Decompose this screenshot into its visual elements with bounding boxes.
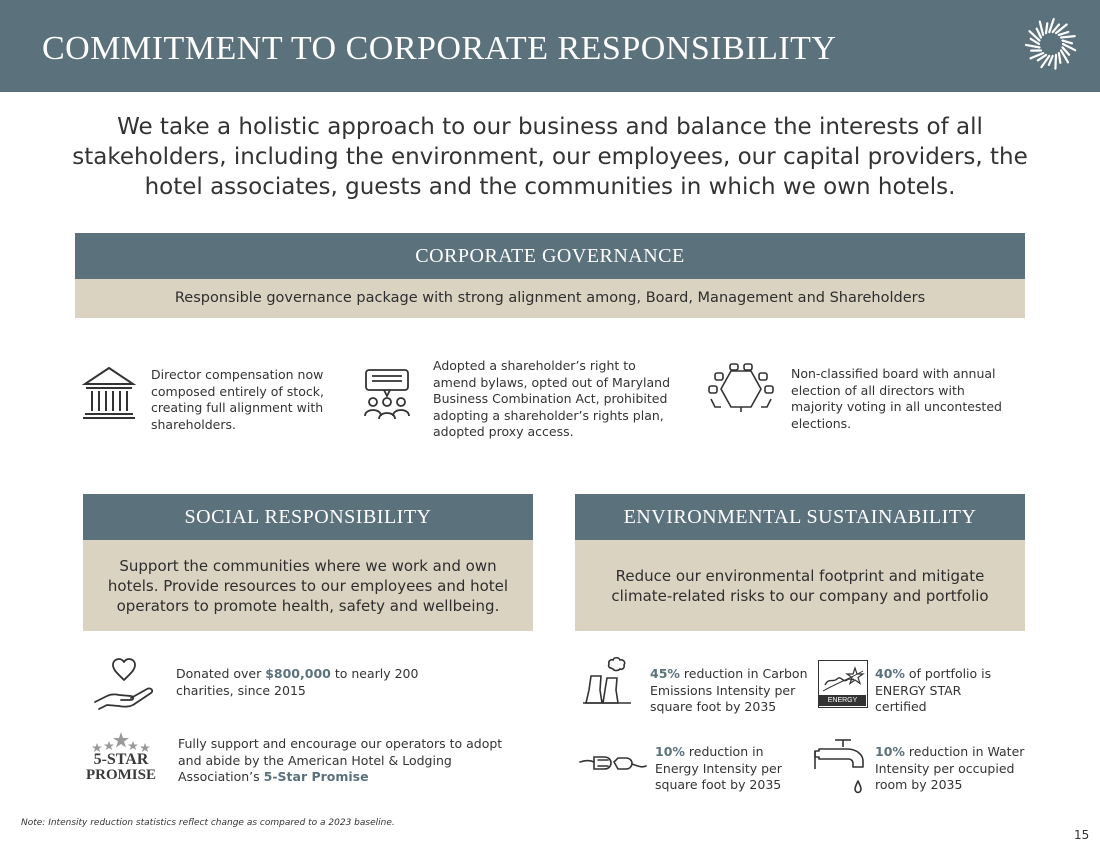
logo-ray (1046, 23, 1047, 33)
stars-icon (91, 730, 151, 752)
five-star-promise-logo (82, 730, 160, 786)
donation-text-pre: Donated over (176, 666, 266, 681)
power-plug-icon (578, 750, 648, 776)
env-stat-water-value: 10% (875, 744, 905, 759)
environment-subtitle (575, 540, 1025, 631)
energy-star-label: ENERGY STAR (819, 695, 866, 706)
logo-ray (1026, 45, 1040, 48)
footnote: Note: Intensity reduction statistics reflect change as compared to a 2023 baseline. (21, 818, 395, 828)
promise-text-pre: Fully support and encourage our operators to adopt and abide by the American Hotel & Lodging Association’s (178, 736, 503, 784)
env-stat-energy-star-value: 40% (875, 666, 905, 681)
social-heading: SOCIAL RESPONSIBILITY (83, 494, 533, 540)
social-subtitle-text: Support the communities where we work and own hotels. Provide resources to our employees and hotel operators to promote health, safety and wellbeing. (107, 556, 509, 615)
env-stat-energy-text: reduction in Energy Intensity per square foot by 2035 (655, 744, 782, 792)
intro-statement: We take a holistic approach to our business and balance the interests of all stakeholders, including the environment, our employees, our capital providers, the hotel associates, guests and the communities in which we own hotels. (72, 114, 1028, 200)
env-stat-energy-star-text: of portfolio is ENERGY STAR certified (875, 666, 992, 714)
page-title: COMMITMENT TO CORPORATE RESPONSIBILITY (42, 30, 837, 67)
env-stat-water-text: reduction in Water Intensity per occupied room by 2035 (875, 744, 1025, 792)
promise-logo-line1: 5-STAR (93, 751, 149, 768)
bank-building-icon (80, 364, 138, 422)
env-stat-carbon-text: reduction in Carbon Emissions Intensity per square foot by 2035 (650, 666, 808, 714)
boardroom-table-icon (705, 363, 777, 415)
promise-highlight: 5-Star Promise (263, 769, 369, 784)
env-stat-water (875, 744, 1025, 794)
governance-item-2: Adopted a shareholder’s right to amend bylaws, opted out of Maryland Business Combination Act, prohibited adopting a shareholder’s rights plan, adopted proxy access. (433, 358, 671, 439)
donation-text (176, 666, 476, 699)
governance-item-1: Director compensation now composed entirely of stock, creating full alignment with shareholders. (151, 367, 324, 432)
page-number: 15 (1074, 828, 1090, 842)
environment-subtitle-text: Reduce our environmental footprint and mitigate climate-related risks to our company and portfolio (611, 566, 989, 605)
donation-amount: $800,000 (265, 666, 331, 681)
logo-ray (1037, 29, 1041, 38)
shareholders-meeting-icon (362, 367, 414, 423)
env-stat-carbon (650, 666, 810, 716)
env-stat-energy-star (875, 666, 1005, 716)
donation-text-post: to nearly 200 charities, since 2015 (176, 666, 419, 698)
governance-item-3: Non-classified board with annual election of all directors with majority voting in all uncontested elections. (791, 366, 1002, 431)
logo-ray (1055, 55, 1056, 69)
energy-star-icon (818, 660, 868, 715)
env-stat-energy (655, 744, 795, 794)
env-stat-energy-value: 10% (655, 744, 685, 759)
logo-ray (1059, 53, 1061, 63)
env-stat-carbon-value: 45% (650, 666, 680, 681)
environment-heading: ENVIRONMENTAL SUSTAINABILITY (575, 494, 1025, 540)
promise-text (178, 736, 513, 786)
logo-ray (1059, 32, 1068, 35)
logo-ray (1063, 41, 1073, 44)
water-faucet-icon (813, 737, 869, 795)
promise-logo-line2: PROMISE (85, 767, 156, 783)
energy-star-script-icon (823, 665, 863, 693)
logo-ray (1061, 36, 1075, 37)
governance-subtitle: Responsible governance package with strong alignment among, Board, Management and Shareholders (75, 279, 1025, 318)
logo-ray (1040, 22, 1043, 35)
heart-in-hand-icon (93, 658, 157, 710)
governance-heading: CORPORATE GOVERNANCE (75, 233, 1025, 279)
factory-emissions-icon (583, 656, 633, 706)
social-subtitle (83, 540, 533, 631)
starburst-logo-icon (1022, 18, 1080, 70)
